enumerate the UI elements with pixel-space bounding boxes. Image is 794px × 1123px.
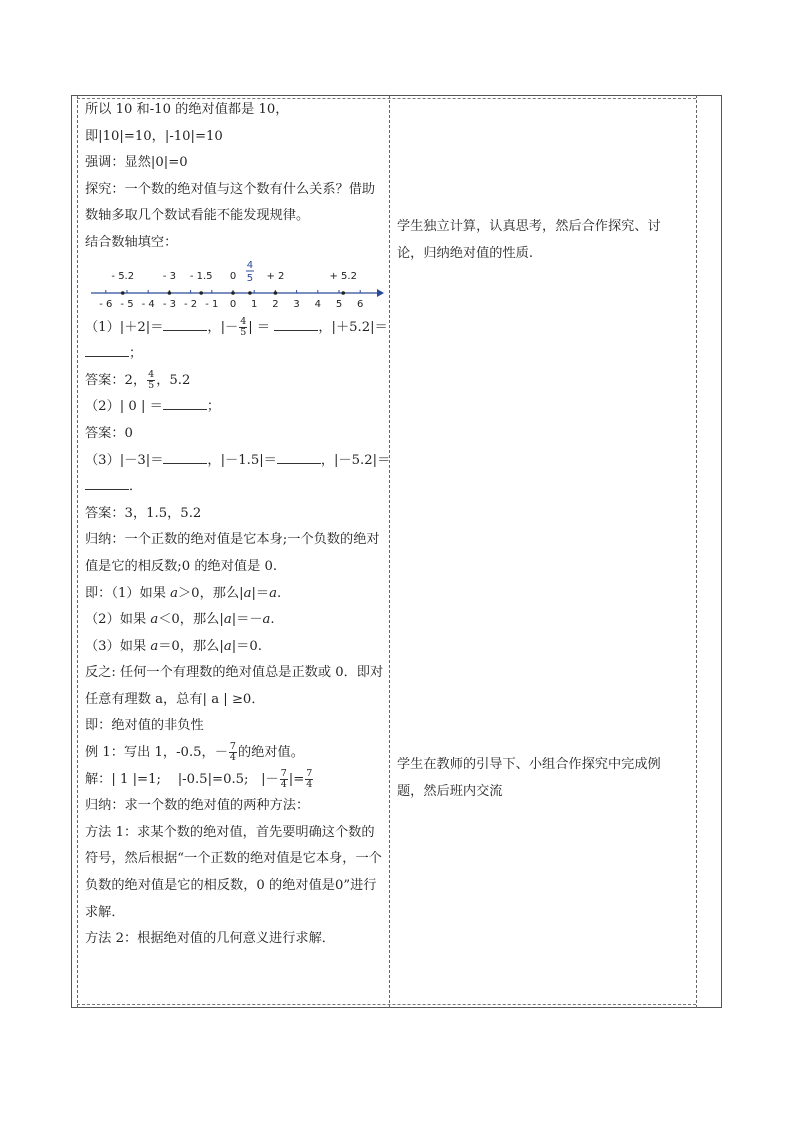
fraction-4-5: $\frac{4}{5}$ xyxy=(148,368,155,391)
left-column xyxy=(85,97,391,953)
fraction-7-4: $\frac{7}{4}$ xyxy=(229,741,236,764)
tick-label: - 4 xyxy=(141,298,155,310)
right-note-2: 学生在教师的引导下、小组合作探究中完成例题，然后班内交流 xyxy=(397,757,661,799)
summary-2: 归纳：求一个数的绝对值的两种方法： xyxy=(85,798,310,814)
question-3-cont: ． xyxy=(85,474,385,501)
point-label: - 3 xyxy=(162,270,176,282)
answer-2: 答案：0 xyxy=(85,425,133,441)
question-1-cont: ； xyxy=(85,341,385,368)
method-1: 方法 1：求某个数的绝对值，首先要明确这个数的符号，然后根据“一个正数的绝对值是它本身，一个负数的绝对值是它的相反数，0 的绝对值是0”进行求解． xyxy=(85,824,382,920)
point-label: + 2 xyxy=(266,270,285,282)
blank xyxy=(163,316,207,331)
point-dot xyxy=(121,291,125,295)
blank xyxy=(85,475,129,490)
tick-label: - 3 xyxy=(162,298,176,310)
tick-label: - 6 xyxy=(99,298,113,310)
tick-label: 3 xyxy=(293,298,300,310)
tick-label: 0 xyxy=(229,298,237,310)
blank xyxy=(163,395,207,410)
point-label-denominator: 5 xyxy=(246,272,254,284)
solution-1: 解：| 1 |=1; |-0.5|=0.5; |－ $\frac{7}{4}$ |= $\frac{7}{4}$ xyxy=(85,767,313,790)
tick-label: 6 xyxy=(357,298,364,310)
question-2: （2）| 0 | ＝ ； xyxy=(85,394,385,421)
point-dot xyxy=(231,291,235,295)
blank xyxy=(277,449,321,464)
tick-label: - 2 xyxy=(184,298,198,310)
tick-label: 5 xyxy=(335,298,343,310)
blank xyxy=(163,449,207,464)
point-label: - 1.5 xyxy=(189,270,213,282)
point-dot xyxy=(274,291,278,295)
example-1: 例 1：写出 1，-0.5，－ $\frac{7}{4}$ 的绝对值。 xyxy=(85,741,304,764)
point-label: - 5.2 xyxy=(111,270,135,282)
rule-2: （2）如果 a＜0，那么|a|＝－a. xyxy=(85,612,275,628)
explore-text: 探究：一个数的绝对值与这个数有什么关系？借助数轴多取几个数试看能不能发现规律。 xyxy=(85,181,376,224)
answer-1: 答案：2， $\frac{4}{5}$ ，5.2 xyxy=(85,368,191,391)
point-label: 0 xyxy=(229,270,237,282)
fraction-7-4: $\frac{7}{4}$ xyxy=(280,767,287,790)
number-line xyxy=(85,259,385,311)
left-dashed-border xyxy=(77,95,78,1008)
answer-3: 答案：3，1.5，5.2 xyxy=(85,505,202,521)
axis-arrow-icon xyxy=(377,289,384,297)
point-dot xyxy=(341,291,345,295)
fraction-4-5: $\frac{4}{5}$ xyxy=(240,315,247,338)
fraction-7-4: $\frac{7}{4}$ xyxy=(306,767,313,790)
tick-label: 1 xyxy=(251,298,258,310)
tick-label: 4 xyxy=(314,298,321,310)
bottom-dashed-rule xyxy=(77,1004,696,1005)
non-negativity: 即：绝对值的非负性 xyxy=(85,718,204,734)
tick-label: 2 xyxy=(272,298,279,310)
method-2: 方法 2：根据绝对值的几何意义进行求解． xyxy=(85,931,335,947)
point-label-numerator: 4 xyxy=(246,259,254,271)
question-1: （1）|＋2|＝ ，|－ $\frac{4}{5}$ | ＝ ，|＋5.2|＝ xyxy=(85,315,388,338)
line-2: 即|10|=10，|-10|=10 xyxy=(85,128,223,144)
fill-with-numberline: 结合数轴填空： xyxy=(85,234,178,250)
question-3: （3）|－3|＝ ，|－1.5|＝ ，|－5.2|＝ xyxy=(85,448,385,475)
converse: 反之: 任何一个有理数的绝对值总是正数或 0．即对任意有理数 a，总有| a | ≥0． xyxy=(85,665,384,707)
rule-3: （3）如果 a＝0，那么|a|＝0. xyxy=(85,638,262,654)
point-dot xyxy=(199,291,203,295)
blank xyxy=(274,316,318,331)
point-dot xyxy=(168,291,172,295)
tick-label: - 5 xyxy=(120,298,134,310)
middle-dashed-divider xyxy=(389,95,390,1008)
point-dot xyxy=(248,291,252,295)
line-1: 所以 10 和-10 的绝对值都是 10， xyxy=(85,102,289,117)
tick-label: - 1 xyxy=(205,298,219,310)
rule-1: 即：（1）如果 a＞0，那么|a|＝a. xyxy=(85,585,282,601)
summary-1: 归纳：一个正数的绝对值是它本身;一个负数的绝对值是它的相反数;0 的绝对值是 0. xyxy=(85,532,380,574)
right-note-1: 学生独立计算，认真思考，然后合作探究、讨论，归纳绝对值的性质. xyxy=(397,219,661,261)
point-label: + 5.2 xyxy=(329,270,357,282)
line-3: 强调：显然|0|=0 xyxy=(85,155,188,171)
right-dashed-divider xyxy=(696,95,697,1008)
blank xyxy=(85,342,129,357)
